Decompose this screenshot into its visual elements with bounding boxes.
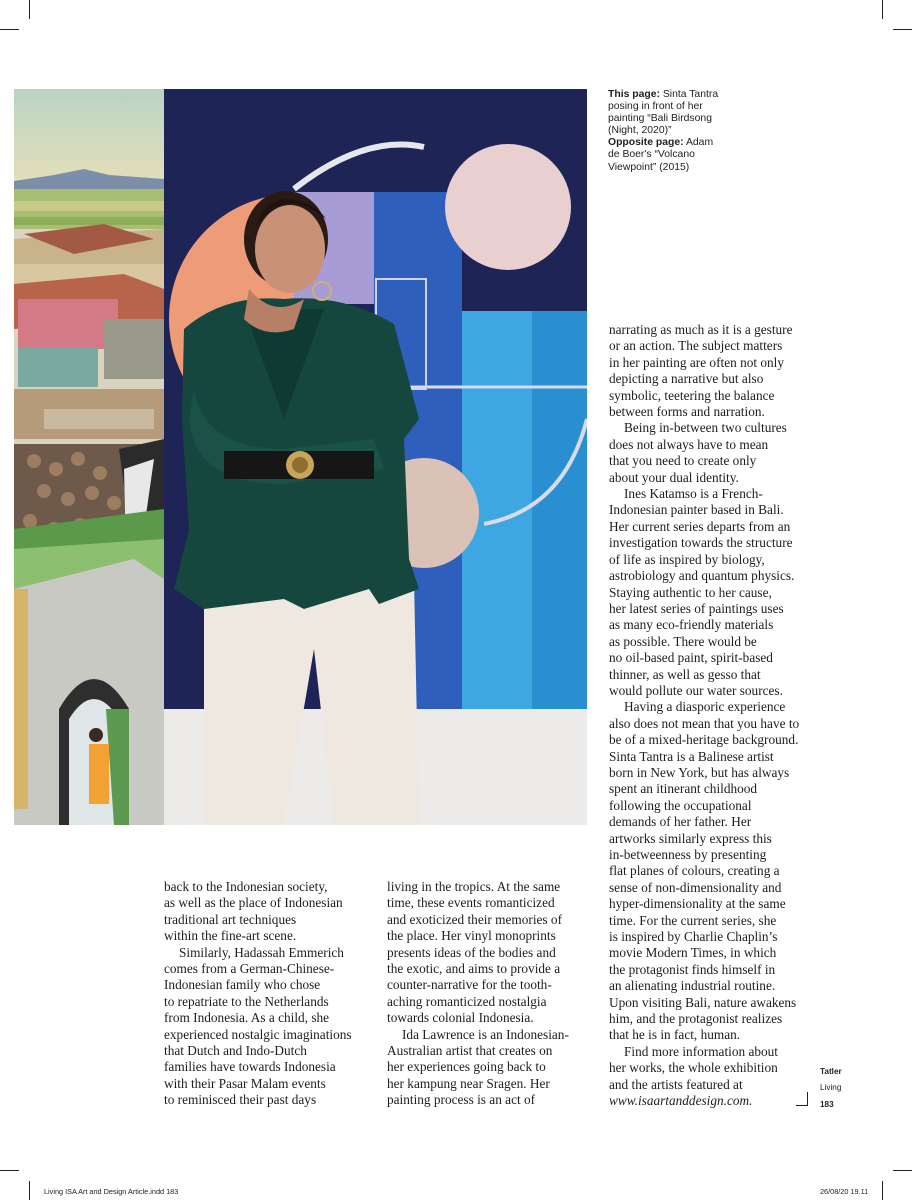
opposite-page-label: Opposite page: — [608, 137, 684, 149]
text-line: in-betweenness by presenting — [609, 847, 767, 862]
article-end-mark — [796, 1092, 808, 1106]
text-line: Ida Lawrence is an Indonesian- — [402, 1026, 569, 1042]
slug-file-info: Living ISA Art and Design Article.indd 183 — [44, 1187, 179, 1196]
text-line: and exoticized their memories of — [387, 911, 563, 927]
text-line: and the artists featured at — [609, 1076, 743, 1092]
text-line: does not always have to mean — [609, 436, 769, 452]
text-line: is inspired by Charlie Chaplin’s — [609, 929, 778, 945]
text-line: Similarly, Hadassah Emmerich — [179, 944, 344, 960]
text-line: also does not mean that you have to — [609, 715, 800, 731]
text-line: aching romanticized nostalgia — [387, 993, 547, 1009]
article-paragraph — [609, 420, 811, 486]
text-line: Her current series departs from an — [609, 518, 791, 534]
text-line: from Indonesia. As a child, she — [164, 1010, 330, 1026]
text-line: Having a diasporic experience — [624, 699, 786, 715]
section-name: Living — [820, 1083, 842, 1093]
text-line: that he is in fact, human. — [609, 1027, 741, 1043]
opposite-page-line: Viewpoint” (2015) — [608, 161, 690, 173]
text-line: Staying authentic to her cause, — [609, 584, 772, 600]
text-line: families have towards Indonesia — [164, 1059, 336, 1075]
text-line: or an action. The subject matters — [609, 338, 783, 354]
text-line: between forms and narration. — [609, 404, 765, 420]
article-paragraph — [609, 699, 811, 1044]
text-line: living in the tropics. At the same — [387, 879, 561, 894]
photo-caption — [608, 89, 733, 174]
this-page-line: Sinta Tantra — [662, 89, 719, 100]
sinta-tantra-photo — [164, 89, 587, 825]
text-line: narrating as much as it is a gesture — [609, 322, 793, 337]
text-line: Upon visiting Bali, nature awakens — [609, 994, 797, 1010]
crop-mark-bottom-right-h — [893, 1170, 912, 1171]
crop-mark-top-left-h — [0, 29, 19, 30]
article-paragraph — [387, 1027, 577, 1109]
opposite-page-line: de Boer's “Volcano — [608, 149, 695, 161]
text-line: Indonesian family who chose — [164, 977, 321, 993]
this-page-line: (Night, 2020)” — [608, 125, 672, 137]
text-line: of life as inspired by biology, — [609, 551, 765, 567]
article-column-2 — [387, 879, 577, 1109]
text-line: movie Modern Times, in which — [609, 945, 777, 961]
page-number: 183 — [820, 1099, 834, 1109]
text-line: no oil-based paint, spirit-based — [609, 650, 773, 666]
text-line: spent an itinerant childhood — [609, 781, 758, 797]
text-line: as possible. There would be — [609, 633, 757, 649]
text-line: that Dutch and Indo-Dutch — [164, 1043, 307, 1059]
text-line: towards colonial Indonesia. — [387, 1010, 534, 1026]
this-page-label: This page: — [608, 89, 660, 100]
article-paragraph — [609, 486, 811, 699]
crop-mark-bottom-right — [882, 1181, 883, 1200]
magazine-name: Tatler — [820, 1067, 842, 1076]
this-page-line: posing in front of her — [608, 101, 703, 113]
text-line: time, these events romanticized — [387, 895, 555, 911]
bali-birdsong-illustration — [164, 89, 587, 825]
article-paragraph — [609, 322, 811, 420]
text-line: hyper-dimensionality at the same — [609, 896, 786, 912]
crop-mark-top-right — [882, 0, 883, 19]
text-line: symbolic, teetering the balance — [609, 387, 775, 403]
text-line: depicting a narrative but also — [609, 371, 764, 387]
text-line: in her painting are often not only — [609, 354, 785, 370]
text-line: her latest series of paintings uses — [609, 600, 784, 616]
text-line: Sinta Tantra is a Balinese artist — [609, 748, 774, 764]
text-line: her works, the whole exhibition — [609, 1060, 778, 1076]
text-line: about your dual identity. — [609, 469, 739, 485]
volcano-viewpoint-illustration — [14, 89, 164, 825]
text-line: the place. Her vinyl monoprints — [387, 928, 556, 944]
text-line: to repatriate to the Netherlands — [164, 993, 329, 1009]
text-line: born in New York, but has always — [609, 764, 790, 780]
text-line: as well as the place of Indonesian — [164, 895, 343, 911]
text-line: her kampung near Sragen. Her — [387, 1075, 550, 1091]
website-link[interactable]: www.isaartanddesign.com. — [609, 1093, 753, 1109]
text-line: thinner, as well as gesso that — [609, 666, 761, 682]
text-line: investigation towards the structure — [609, 535, 793, 551]
article-paragraph — [164, 879, 369, 945]
text-line: following the occupational — [609, 797, 752, 813]
crop-mark-top-left — [29, 0, 30, 19]
text-line: with their Pasar Malam events — [164, 1075, 326, 1091]
text-line: the exotic, and aims to provide a — [387, 961, 561, 977]
text-line: to reminisced their past days — [164, 1092, 317, 1108]
text-line: would pollute our water sources. — [609, 682, 783, 698]
text-line: back to the Indonesian society, — [164, 879, 328, 894]
crop-mark-bottom-left — [29, 1181, 30, 1200]
text-line: him, and the protagonist realizes — [609, 1011, 783, 1027]
text-line: demands of her father. Her — [609, 814, 752, 830]
text-line: astrobiology and quantum physics. — [609, 568, 795, 584]
slug-date-time: 26/08/20 19.11 — [820, 1187, 869, 1196]
text-line: Ines Katamso is a French- — [624, 486, 763, 502]
text-line: counter-narrative for the tooth- — [387, 977, 552, 993]
text-line: Australian artist that creates on — [387, 1043, 553, 1059]
text-line: experienced nostalgic imaginations — [164, 1026, 352, 1042]
text-line: her experiences going back to — [387, 1059, 546, 1075]
opposite-page-line: Adam — [685, 137, 714, 149]
crop-mark-bottom-left-h — [0, 1170, 19, 1171]
text-line: Indonesian painter based in Bali. — [609, 502, 784, 518]
text-line: an alienating industrial routine. — [609, 978, 776, 994]
text-line: artworks similarly express this — [609, 830, 772, 846]
text-line: presents ideas of the bodies and — [387, 944, 556, 960]
text-line: the protagonist finds himself in — [609, 961, 776, 977]
text-line: Find more information about — [624, 1043, 778, 1059]
article-paragraph — [609, 1044, 811, 1093]
article-paragraph — [387, 879, 577, 1027]
article-column-3 — [609, 322, 811, 1110]
this-page-line: painting “Bali Birdsong — [608, 113, 712, 125]
text-line: be of a mixed-heritage background. — [609, 732, 799, 748]
text-line: comes from a German-Chinese- — [164, 961, 335, 977]
article-paragraph — [164, 945, 369, 1109]
text-line: traditional art techniques — [164, 911, 297, 927]
text-line: time. For the current series, she — [609, 912, 777, 928]
text-line: within the fine-art scene. — [164, 928, 297, 944]
volcano-viewpoint-painting — [14, 89, 164, 825]
text-line: painting process is an act of — [387, 1092, 536, 1108]
text-line: sense of non-dimensionality and — [609, 879, 782, 895]
text-line: as many eco-friendly materials — [609, 617, 774, 633]
text-line: flat planes of colours, creating a — [609, 863, 780, 879]
text-line: Being in-between two cultures — [624, 420, 787, 436]
crop-mark-top-right-h — [893, 29, 912, 30]
folio — [820, 1064, 842, 1113]
article-column-1 — [164, 879, 369, 1109]
text-line: that you need to create only — [609, 453, 757, 469]
